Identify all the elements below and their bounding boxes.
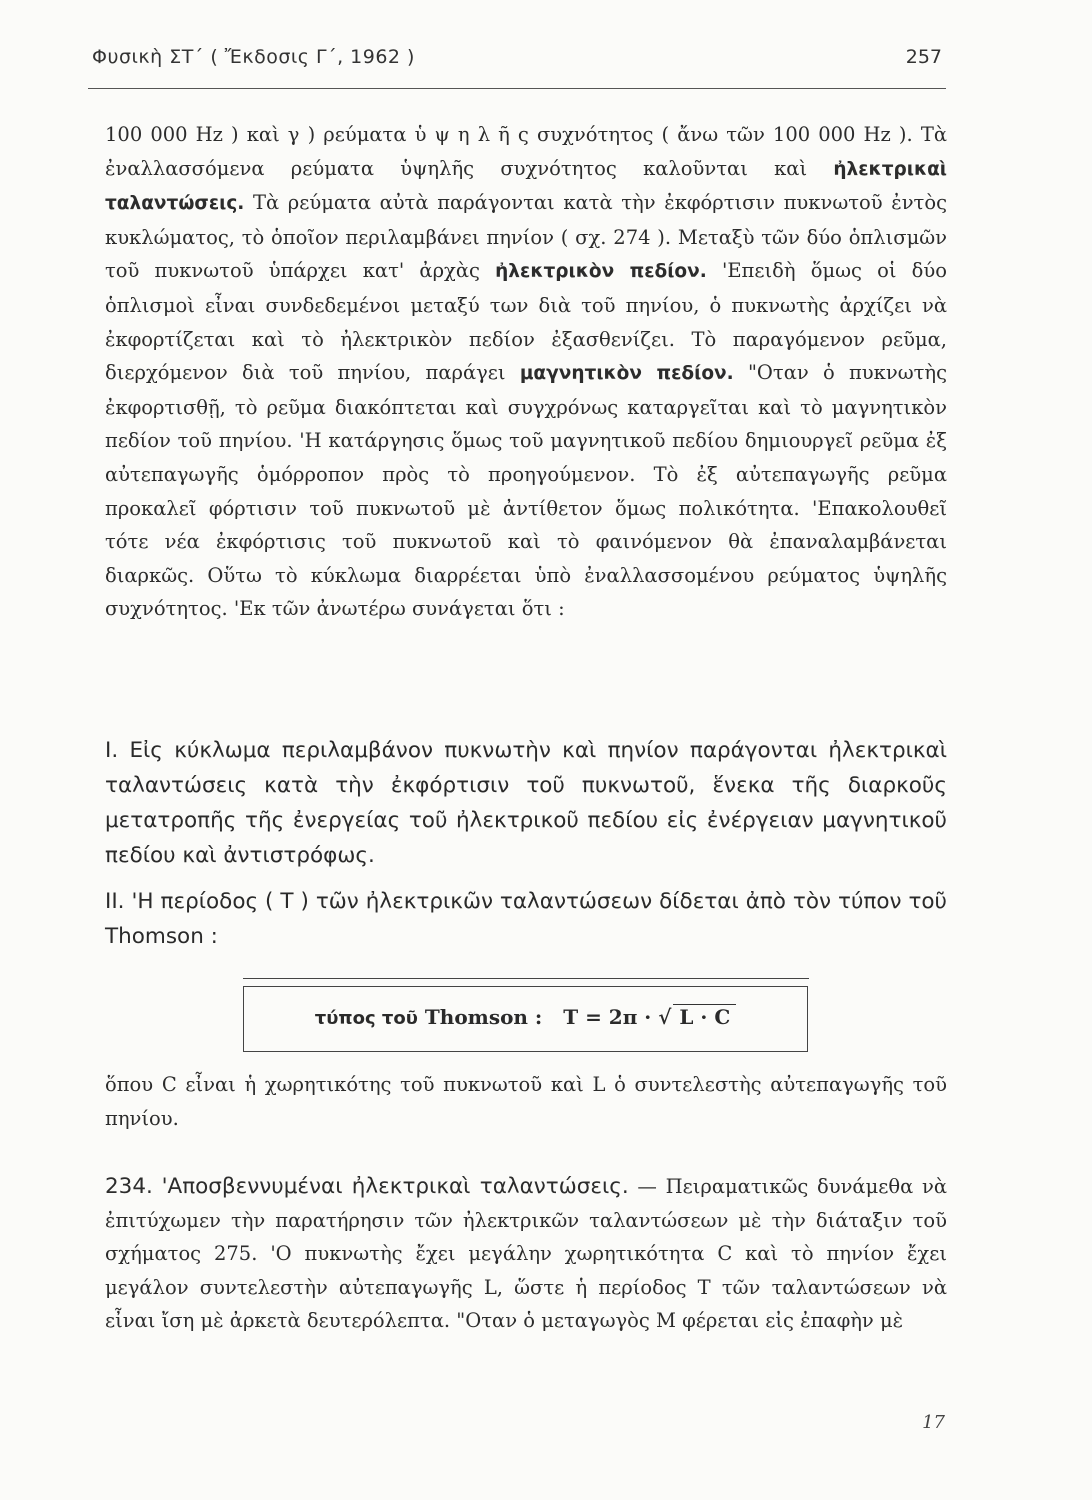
thomson-formula bbox=[244, 1004, 807, 1029]
signature-mark: 17 bbox=[922, 1412, 945, 1433]
formula-name: Thomson : bbox=[424, 1005, 543, 1029]
text-run: 100 000 Hz ) καὶ γ ) ρεύματα ὑ ψ η λ ῆ ς συχνότητος ( ἄνω τῶν 100 000 Hz ). Τὰ ἐναλλασσόμενα ρεύματα ὑψηλῆς συχνότητος καλοῦνται καὶ bbox=[105, 123, 947, 180]
formula-label: τύπος τοῦ bbox=[314, 1008, 418, 1029]
sqrt-sign: √ bbox=[658, 1005, 672, 1029]
section-234 bbox=[105, 1170, 947, 1410]
body-paragraph-2: ὅπου C εἶναι ἡ χωρητικότης τοῦ πυκνωτοῦ καὶ L ὁ συντελεστὴς αὐτεπαγωγῆς τοῦ πηνίου. bbox=[105, 1073, 947, 1130]
text-run: "Οταν ὁ πυκνωτὴς ἐκφορτισθῇ, τὸ ρεῦμα διακόπτεται καὶ συγχρόνως καταργεῖται καὶ τὸ μαγνητικὸν πεδίον τοῦ πηνίου. 'Η κατάργησις ὅμως τοῦ μαγνητικοῦ πεδίου δημιουργεῖ ρεῦμα ἐξ αὐτεπαγωγῆς ὁμόρροπον πρὸς τὸ προηγούμενον. Τὸ ἐξ αὐτεπαγωγῆς ρεῦμα προκαλεῖ φόρτισιν τοῦ πυκνωτοῦ μὲ ἀντίθετον ὅμως πολικότητα. 'Επακολουθεῖ τότε νέα ἐκφόρτισις τοῦ πυκνωτοῦ καὶ τὸ φαινόμενον θὰ ἐπαναλαμβάνεται διαρκῶς. Οὕτω τὸ κύκλωμα διαρρέεται ὑπὸ ἐναλλασσομένου ρεύματος ὑψηλῆς συχνότητος. 'Εκ τῶν ἀνωτέρω συνάγεται ὅτι : bbox=[105, 361, 947, 621]
text-run: Τὰ ρεύματα αὐτὰ παράγονται κατὰ τὴν ἐκφόρτισιν πυκνωτοῦ ἐντὸς κυκλώματος, τὸ ὁποῖον περιλαμβάνει πηνίον ( σχ. 274 ). Μεταξὺ τῶν δύο ὁπλισμῶν τοῦ πυκνωτοῦ ὑπάρχει κατ' ἀρχὰς bbox=[105, 191, 948, 283]
bold-term: μαγνητικὸν πεδίον. bbox=[519, 363, 734, 385]
body-paragraph-1 bbox=[105, 118, 947, 723]
thomson-formula-box bbox=[243, 986, 808, 1052]
running-title: Φυσικὴ ΣΤ΄ ( Ἔκδοσις Γ΄, 1962 ) bbox=[92, 46, 415, 68]
section-text: — Πειραματικῶς δυνάμεθα νὰ ἐπιτύχωμεν τὴν παρατήρησιν τῶν ἠλεκτρικῶν ταλαντώσεων μὲ τὴν διάταξιν τοῦ σχήματος 275. 'Ο πυκνωτὴς ἔχει μεγάλην χωρητικότητα C καὶ τὸ πηνίον ἔχει μεγάλον συντελεστὴν αὐτεπαγωγῆς L, ὥστε ἡ περίοδος T τῶν ταλαντώσεων νὰ εἶναι ἴση μὲ ἀρκετὰ δευτερόλεπτα. "Οταν ὁ μεταγωγὸς M φέρεται εἰς ἐπαφὴν μὲ bbox=[105, 1175, 947, 1333]
bold-term: ἠλεκτρικὸν πεδίον. bbox=[495, 261, 707, 283]
formula-lhs: T = 2π · bbox=[563, 1005, 652, 1029]
section-title: 'Αποσβεννυμέναι ἠλεκτρικαὶ ταλαντώσεις. bbox=[161, 1174, 629, 1199]
bold-term: ἠλεκτρικαὶ ταλαντώσεις. bbox=[105, 158, 948, 215]
formula-radicand: L · C bbox=[673, 1004, 736, 1029]
text-run: 'Επειδὴ ὅμως οἱ δύο ὁπλισμοὶ εἶναι συνδεδεμένοι μεταξύ των διὰ τοῦ πηνίου, ὁ πυκνωτὴς ἀρχίζει νὰ ἐκφορτίζεται καὶ τὸ ἠλεκτρικὸν πεδίον ἐξασθενίζει. Τὸ παραγόμενον ρεῦμα, διερχόμενον διὰ τοῦ πηνίου, παράγει bbox=[105, 259, 947, 385]
conclusion-1: I. Εἰς κύκλωμα περιλαμβάνον πυκνωτὴν καὶ πηνίον παράγονται ἠλεκτρικαὶ ταλαντώσεις κατὰ τὴν ἐκφόρτισιν τοῦ πυκνωτοῦ, ἕνεκα τῆς διαρκοῦς μετατροπῆς τῆς ἐνεργείας τοῦ ἠλεκτρικοῦ πεδίου εἰς ἐνέργειαν μαγνητικοῦ πεδίου καὶ ἀντιστρόφως. bbox=[105, 738, 947, 868]
page-header bbox=[88, 44, 946, 89]
section-number: 234. bbox=[105, 1174, 153, 1199]
conclusion-2: II. 'Η περίοδος ( T ) τῶν ἠλεκτρικῶν ταλαντώσεων δίδεται ἀπὸ τὸν τύπον τοῦ Thomson : bbox=[105, 889, 947, 949]
page-number: 257 bbox=[905, 46, 942, 68]
